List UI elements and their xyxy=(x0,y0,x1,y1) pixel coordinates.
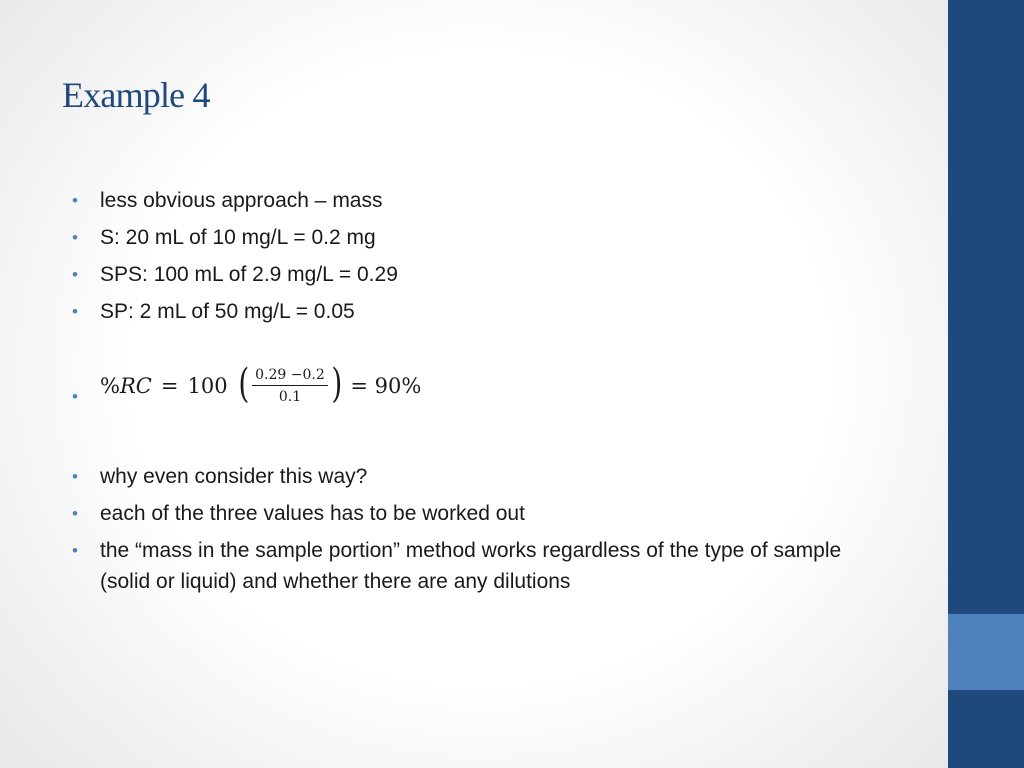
bullet-item-formula xyxy=(72,361,892,407)
formula-close-paren: ) xyxy=(331,361,343,407)
formula-denominator: 0.1 xyxy=(278,389,302,405)
bullet-item xyxy=(72,535,892,597)
bullet-marker: • xyxy=(72,265,78,284)
bullet-marker: • xyxy=(72,302,78,321)
formula-coefficient: 100 xyxy=(187,373,228,398)
bullet-marker: • xyxy=(72,504,78,523)
sidebar-accent-block xyxy=(948,614,1024,690)
formula-fraction xyxy=(252,368,328,404)
bullet-item xyxy=(72,461,892,492)
bullet-text: each of the three values has to be worked out xyxy=(100,502,525,525)
bullet-item xyxy=(72,259,892,290)
formula-result: = 90% xyxy=(350,373,422,398)
bullet-text: the “mass in the sample portion” method works regardless of the type of sample (solid or liquid) and whether there are any dilutions xyxy=(100,539,842,593)
slide-title: Example 4 xyxy=(62,75,210,115)
bullet-text: SP: 2 mL of 50 mg/L = 0.05 xyxy=(100,300,355,323)
bullet-marker: • xyxy=(72,387,78,406)
formula-equals: = xyxy=(160,373,179,398)
bullet-item xyxy=(72,185,892,216)
decorative-sidebar xyxy=(948,0,1024,768)
bullet-text: SPS: 100 mL of 2.9 mg/L = 0.29 xyxy=(100,263,398,286)
recovery-formula xyxy=(100,361,422,407)
bullet-item xyxy=(72,296,892,327)
formula-percent: % xyxy=(100,373,120,398)
bullet-text: why even consider this way? xyxy=(100,465,368,488)
bullet-marker: • xyxy=(72,228,78,247)
bullet-item xyxy=(72,498,892,529)
bullet-text: less obvious approach – mass xyxy=(100,189,383,212)
bullet-item xyxy=(72,222,892,253)
bullet-marker: • xyxy=(72,467,78,486)
bullet-text: S: 20 mL of 10 mg/L = 0.2 mg xyxy=(100,226,376,249)
formula-variable: RC xyxy=(119,373,152,398)
formula-numerator: 0.29 −0.2 xyxy=(252,368,328,386)
bullet-marker: • xyxy=(72,191,78,210)
bullet-marker: • xyxy=(72,541,78,560)
formula-open-paren: ( xyxy=(237,361,249,407)
